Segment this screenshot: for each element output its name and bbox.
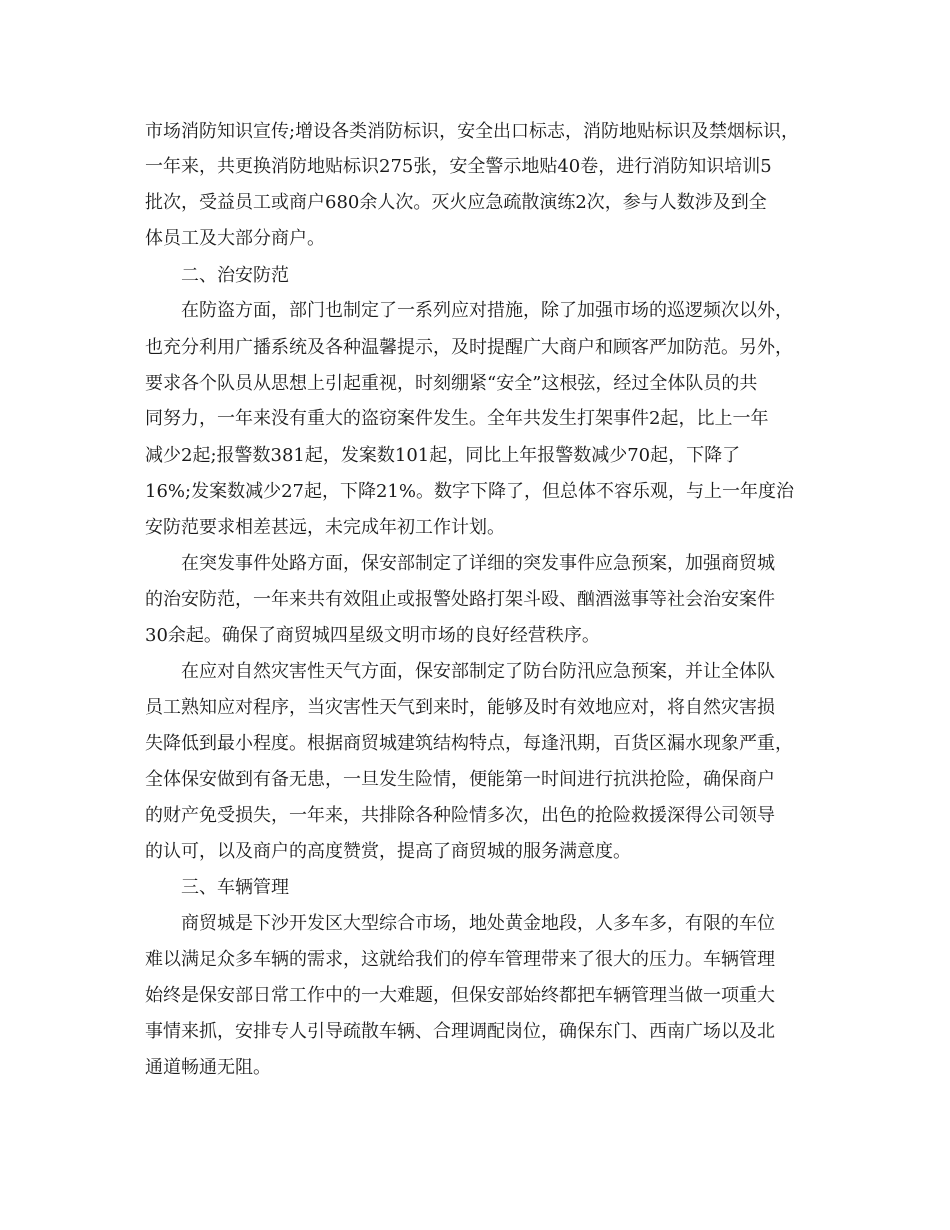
paragraph-line: 全体保安做到有备无患，一旦发生险情，便能第一时间进行抗洪抢险，确保商户 <box>145 769 775 790</box>
paragraph-line: 在防盗方面，部门也制定了一系列应对措施，除了加强市场的巡逻频次以外， <box>181 300 793 321</box>
paragraph-line: 30余起。确保了商贸城四星级文明市场的良好经营秩序。 <box>145 625 600 646</box>
paragraph-line: 也充分利用广播系统及各种温馨提示，及时提醒广大商户和顾客严加防范。另外， <box>145 337 793 358</box>
paragraph-line: 商贸城是下沙开发区大型综合市场，地处黄金地段，人多车多，有限的车位 <box>181 913 775 934</box>
section-heading: 三、车辆管理 <box>181 877 289 898</box>
paragraph-line: 要求各个队员从思想上引起重视，时刻绷紧“安全”这根弦，经过全体队员的共 <box>145 373 758 394</box>
paragraph-line: 难以满足众多车辆的需求，这就给我们的停车管理带来了很大的压力。车辆管理 <box>145 949 775 970</box>
paragraph-line: 事情来抓，安排专人引导疏散车辆、合理调配岗位，确保东门、西南广场以及北 <box>145 1021 775 1042</box>
paragraph-line: 失降低到最小程度。根据商贸城建筑结构特点，每逢汛期，百货区漏水现象严重， <box>145 733 793 754</box>
paragraph-line: 在突发事件处路方面，保安部制定了详细的突发事件应急预案，加强商贸城 <box>181 553 775 574</box>
paragraph-line: 安防范要求相差甚远，未完成年初工作计划。 <box>145 517 505 538</box>
paragraph-line: 批次，受益员工或商户680余人次。灭火应急疏散演练2次，参与人数涉及到全 <box>145 192 767 213</box>
paragraph-line: 16%;发案数减少27起，下降21%。数字下降了，但总体不容乐观，与上一年度治 <box>145 481 794 502</box>
paragraph-line: 市场消防知识宣传;增设各类消防标识，安全出口标志，消防地贴标识及禁烟标识， <box>145 121 800 142</box>
paragraph-line: 通道畅通无阻。 <box>145 1057 271 1078</box>
paragraph-line: 的治安防范，一年来共有效阻止或报警处路打架斗殴、酗酒滋事等社会治安案件 <box>145 589 775 610</box>
paragraph-line: 体员工及大部分商户。 <box>145 228 325 249</box>
paragraph-line: 的财产免受损失，一年来，共排除各种险情多次，出色的抢险救援深得公司领导 <box>145 805 775 826</box>
paragraph-line: 减少2起;报警数381起，发案数101起，同比上年报警数减少70起，下降了 <box>145 445 741 466</box>
paragraph-line: 在应对自然灾害性天气方面，保安部制定了防台防汛应急预案，并让全体队 <box>181 661 775 682</box>
paragraph-line: 的认可，以及商户的高度赞赏，提高了商贸城的服务满意度。 <box>145 841 631 862</box>
paragraph-line: 同努力，一年来没有重大的盗窃案件发生。全年共发生打架事件2起，比上一年 <box>145 408 769 429</box>
paragraph-line: 一年来，共更换消防地贴标识275张，安全警示地贴40卷，进行消防知识培训5 <box>145 156 772 177</box>
paragraph-line: 员工熟知应对程序，当灾害性天气到来时，能够及时有效地应对，将自然灾害损 <box>145 697 775 718</box>
paragraph-line: 始终是保安部日常工作中的一大难题，但保安部始终都把车辆管理当做一项重大 <box>145 985 775 1006</box>
section-heading: 二、治安防范 <box>181 265 289 286</box>
